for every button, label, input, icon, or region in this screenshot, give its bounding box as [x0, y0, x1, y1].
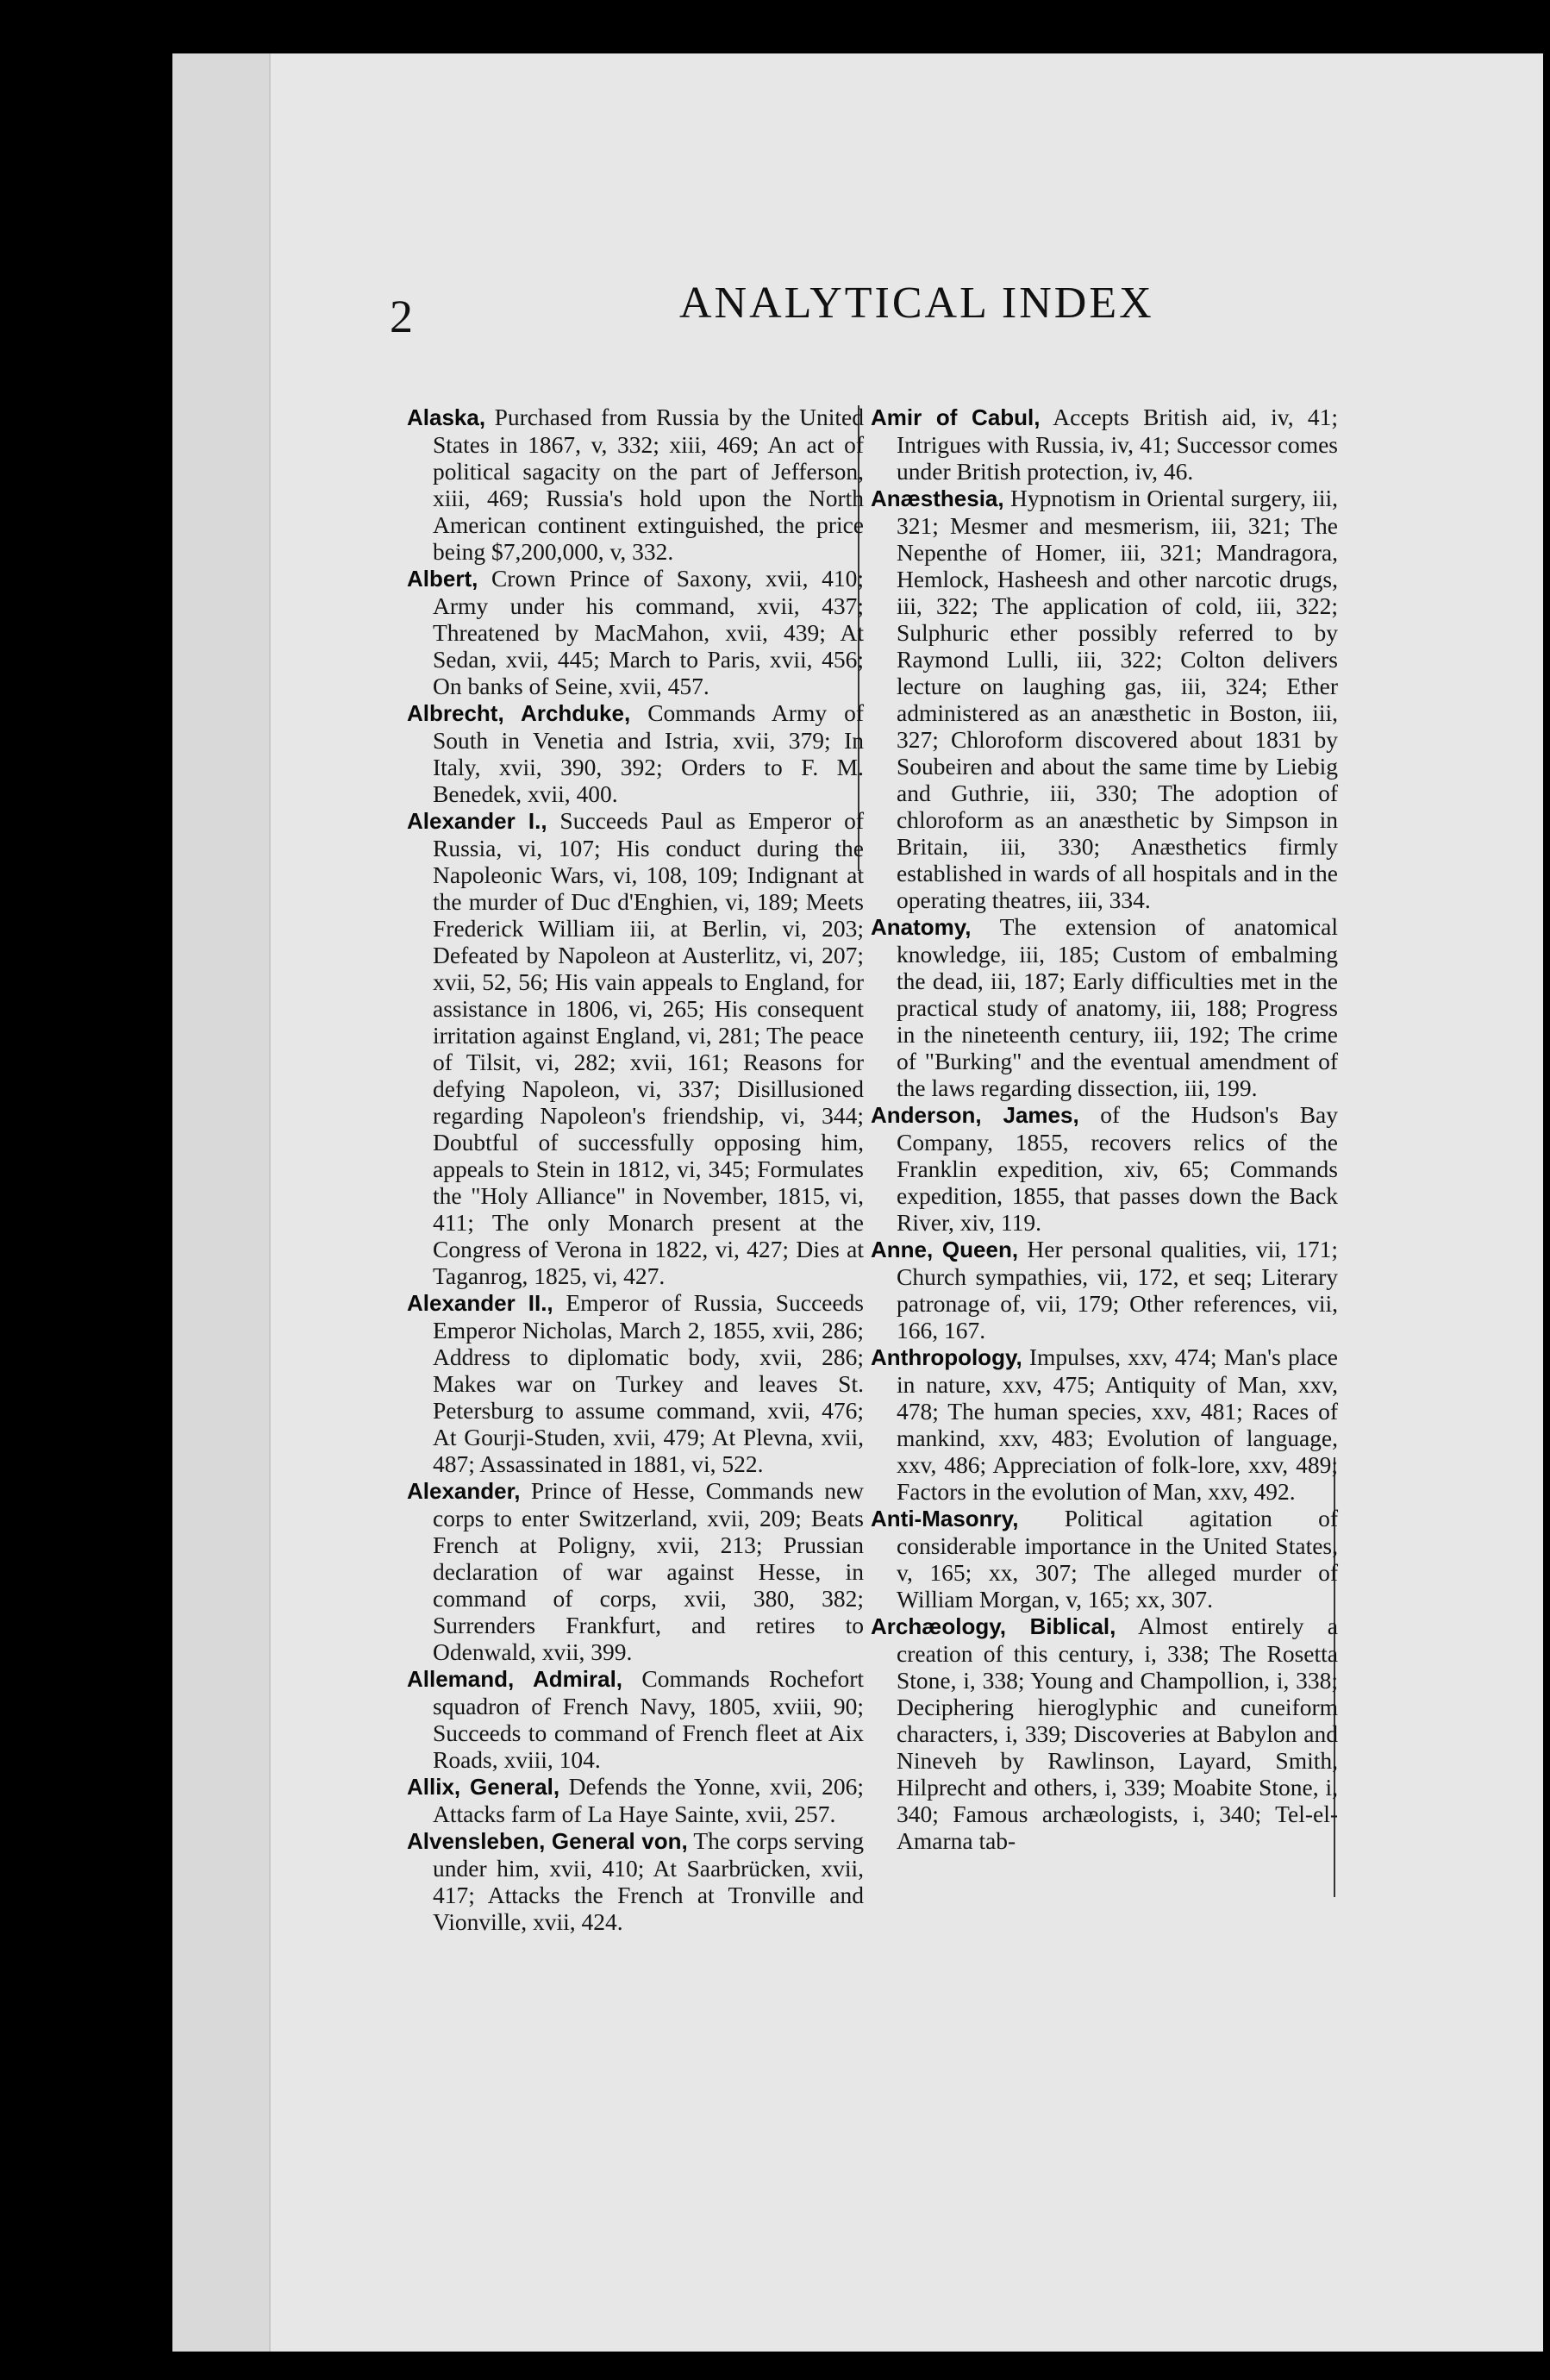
entry-heading: Amir of Cabul,: [871, 404, 1041, 430]
right-column: [871, 404, 1338, 1854]
entry-heading: Alvensleben, General von,: [407, 1828, 688, 1854]
entry-heading: Anatomy,: [871, 914, 972, 940]
entry-text: of the Hudson's Bay Company, 1855, recovers relics of the Franklin expedition, xiv, 65; Commands expedition, 1855, that passes down the Back River, xiv, 119.: [897, 1101, 1338, 1236]
entry-text: Almost entirely a creation of this century, i, 338; The Rosetta Stone, i, 338; Young and Champollion, i, 338; Deciphering hieroglyphic and cuneiform characters, i, 339; Discoveries at Babylon and Nineveh by Rawlinson, Layard, Smith, Hilprecht and others, i, 339; Moabite Stone, i, 340; Famous archæologists, i, 340; Tel-el-Amarna tab-: [897, 1613, 1338, 1854]
entry-text: Political agitation of considerable importance in the United States, v, 165; xx, 307; The alleged murder of William Morgan, v, 165; xx, 307.: [897, 1505, 1338, 1613]
index-entry: [871, 913, 1338, 1101]
index-entry: [407, 1477, 864, 1665]
entry-text: Commands Rochefort squadron of French Navy, 1805, xviii, 90; Succeeds to command of French fleet at Aix Roads, xviii, 104.: [433, 1665, 864, 1773]
entry-heading: Albrecht, Archduke,: [407, 700, 631, 726]
entry-heading: Alexander II.,: [407, 1290, 553, 1316]
entry-heading: Alexander,: [407, 1478, 521, 1504]
entry-text: Impulses, xxv, 474; Man's place in nature, xxv, 475; Antiquity of Man, xxv, 478; The human species, xxv, 481; Races of mankind, xxv, 483; Evolution of language, xxv, 486; Appreciation of folk-lore, xxv, 489; Factors in the evolution of Man, xxv, 492.: [897, 1343, 1338, 1505]
index-entry: [407, 565, 864, 699]
entry-text: The extension of anatomical knowledge, iii, 185; Custom of embalming the dead, iii, 187; Early difficulties met in the practical study of anatomy, iii, 188; Progress in the nineteenth century, iii, 192; The crime of "Burking" and the eventual amendment of the laws regarding dissection, iii, 199.: [897, 913, 1338, 1101]
entry-heading: Anthropology,: [871, 1344, 1022, 1370]
entry-text: Prince of Hesse, Commands new corps to enter Switzerland, xvii, 209; Beats French at Poligny, xvii, 213; Prussian declaration of war against Hesse, in command of corps, xvii, 380, 382; Surrenders Frankfurt, and retires to Odenwald, xvii, 399.: [433, 1477, 865, 1665]
index-entry: [871, 1343, 1338, 1505]
index-entry: [871, 1101, 1338, 1236]
entry-heading: Anderson, James,: [871, 1102, 1079, 1128]
entry-text: Purchased from Russia by the United States in 1867, v, 332; xiii, 469; An act of political sagacity on the part of Jefferson, xiii, 469; Russia's hold upon the North American continent extinguished, the price being $7,200,000, v, 332.: [433, 404, 865, 565]
index-entry: [407, 1289, 864, 1477]
entry-heading: Anne, Queen,: [871, 1237, 1019, 1262]
entry-heading: Allemand, Admiral,: [407, 1666, 623, 1692]
entry-text: Hypnotism in Oriental surgery, iii, 321; Mesmer and mesmerism, iii, 321; The Nepenthe of Homer, iii, 321; Mandragora, Hemlock, Hasheesh and other narcotic drugs, iii, 322; The application of cold, iii, 322; Sulphuric ether possibly referred to by Raymond Lulli, iii, 322; Colton delivers lecture on laughing gas, iii, 324; Ether administered as an anæsthetic in Boston, iii, 327; Chloroform discovered about 1831 by Soubeiren and about the same time by Liebig and Guthrie, iii, 330; The adoption of chloroform as an anæsthetic by Simpson in Britain, iii, 330; Anæsthetics firmly established in wards of all hospitals and in the operating theatres, iii, 334.: [897, 485, 1338, 913]
index-entry: [871, 1236, 1338, 1343]
entry-text: Emperor of Russia, Succeeds Emperor Nicholas, March 2, 1855, xvii, 286; Address to diplomatic body, xvii, 286; Makes war on Turkey and leaves St. Petersburg to assume command, xvii, 476; At Gourji-Studen, xvii, 479; At Plevna, xvii, 487; Assassinated in 1881, vi, 522.: [433, 1289, 865, 1477]
index-entry: [407, 1827, 864, 1935]
entry-heading: Archæology, Biblical,: [871, 1613, 1116, 1639]
entry-text: The corps serving under him, xvii, 410; At Saarbrücken, xvii, 417; Attacks the French at Tronville and Vionville, xvii, 424.: [433, 1827, 864, 1935]
entry-text: Commands Army of South in Venetia and Istria, xvii, 379; In Italy, xvii, 390, 392; Orders to F. M. Benedek, xvii, 400.: [433, 699, 864, 807]
entry-heading: Anæsthesia,: [871, 485, 1004, 511]
entry-heading: Alexander I.,: [407, 808, 547, 834]
left-column: [407, 404, 864, 1935]
index-entry: [871, 1613, 1338, 1854]
index-entry: [407, 404, 864, 565]
entry-text: Crown Prince of Saxony, xvii, 410; Army under his command, xvii, 437; Threatened by MacMahon, xvii, 439; At Sedan, xvii, 445; March to Paris, xvii, 456; On banks of Seine, xvii, 457.: [433, 565, 864, 699]
index-entry: [407, 807, 864, 1289]
entry-text: Her personal qualities, vii, 171; Church sympathies, vii, 172, et seq; Literary patronage of, vii, 179; Other references, vii, 166, 167.: [897, 1236, 1338, 1343]
running-head: ANALYTICAL INDEX: [679, 279, 1154, 328]
entry-text: Succeeds Paul as Emperor of Russia, vi, 107; His conduct during the Napoleonic Wars, vi, 108, 109; Indignant at the murder of Duc d'Enghien, vi, 189; Meets Frederick William iii, at Berlin, vi, 203; Defeated by Napoleon at Austerlitz, vi, 207; xvii, 52, 56; His vain appeals to England, for assistance in 1806, vi, 265; His consequent irritation against England, vi, 281; The peace of Tilsit, vi, 282; xvii, 161; Reasons for defying Napoleon, vi, 337; Disillusioned regarding Napoleon's friendship, vi, 344; Doubtful of successfully opposing him, appeals to Stein in 1812, vi, 345; Formulates the "Holy Alliance" in November, 1815, vi, 411; The only Monarch present at the Congress of Verona in 1822, vi, 427; Dies at Taganrog, 1825, vi, 427.: [433, 807, 864, 1289]
index-entry: [407, 1665, 864, 1773]
entry-heading: Anti-Masonry,: [871, 1506, 1019, 1531]
entry-heading: Allix, General,: [407, 1774, 560, 1800]
entry-heading: Albert,: [407, 566, 478, 592]
index-entry: [407, 1773, 864, 1827]
index-entry: [871, 1505, 1338, 1613]
index-entry: [871, 404, 1338, 485]
entry-text: Defends the Yonne, xvii, 206; Attacks farm of La Haye Sainte, xvii, 257.: [433, 1773, 864, 1827]
page-edge-shadow: [172, 53, 271, 2352]
entry-heading: Alaska,: [407, 404, 486, 430]
page-number: 2: [390, 291, 413, 342]
index-entry: [407, 699, 864, 807]
index-entry: [871, 485, 1338, 913]
entry-text: Accepts British aid, iv, 41; Intrigues with Russia, iv, 41; Successor comes under British protection, iv, 46.: [897, 404, 1338, 485]
